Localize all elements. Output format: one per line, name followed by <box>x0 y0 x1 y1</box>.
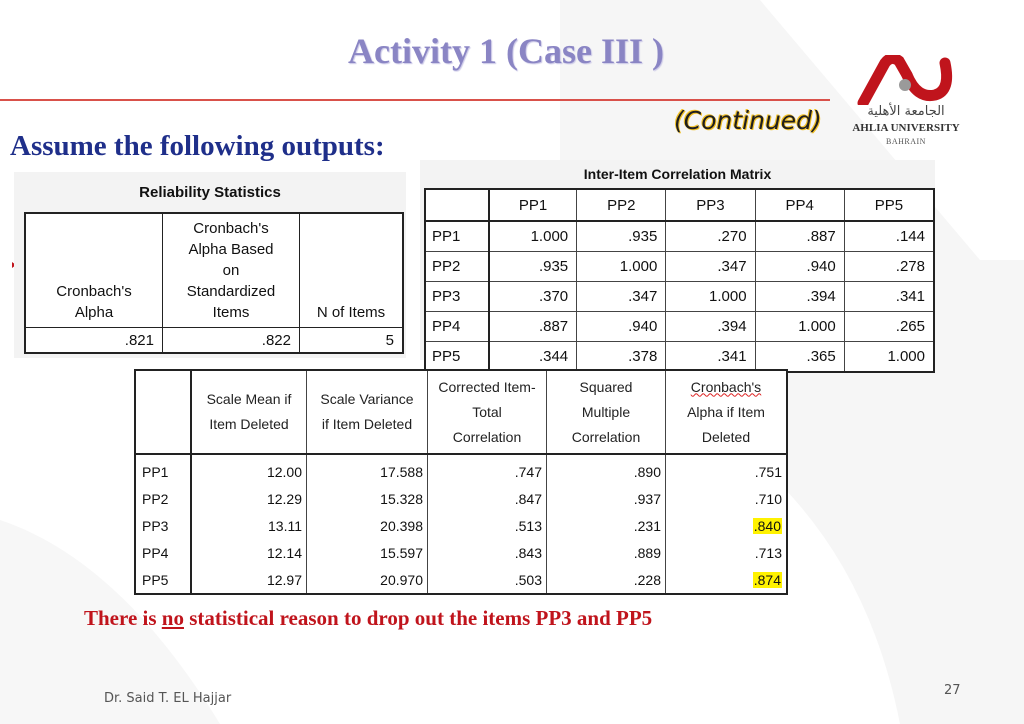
matrix-cell: 1.000 <box>577 252 666 282</box>
item-total-cell: 12.29 <box>191 485 307 512</box>
item-total-row <box>135 539 787 566</box>
header-line: Squared <box>579 378 633 395</box>
header-line: Correlation <box>571 428 641 445</box>
logo-arabic-name: الجامعة الأهلية <box>867 104 945 119</box>
item-total-cell: 12.97 <box>191 566 307 594</box>
matrix-column-header: PP4 <box>755 189 844 221</box>
item-total-column-header <box>307 370 428 454</box>
ahlia-logo-icon <box>845 55 967 105</box>
matrix-cell: .940 <box>755 252 844 282</box>
header-line: Scale Variance <box>320 391 414 407</box>
item-total-cell: 12.14 <box>191 539 307 566</box>
matrix-cell: 1.000 <box>489 221 577 252</box>
matrix-cell: .341 <box>666 342 755 373</box>
title-rule <box>0 99 830 101</box>
item-total-row <box>135 566 787 594</box>
slide-title: Activity 1 (Case III ) <box>348 31 664 71</box>
matrix-cell: .265 <box>844 312 934 342</box>
header-line: Cronbach's <box>56 283 132 300</box>
item-total-column-header <box>666 370 788 454</box>
header-line: on <box>222 262 240 279</box>
matrix-row <box>425 312 934 342</box>
matrix-cell: .144 <box>844 221 934 252</box>
header-line: Item Deleted <box>209 416 289 432</box>
item-total-cell <box>666 512 788 539</box>
matrix-row <box>425 282 934 312</box>
reliability-value-alpha: .821 <box>25 328 163 354</box>
item-total-cell: 12.00 <box>191 454 307 485</box>
matrix-row <box>425 342 934 373</box>
item-total-cell: .937 <box>547 485 666 512</box>
matrix-cell: .887 <box>489 312 577 342</box>
matrix-column-header: PP3 <box>666 189 755 221</box>
university-logo <box>845 55 975 150</box>
matrix-row-label: PP2 <box>425 252 489 282</box>
matrix-cell: .935 <box>489 252 577 282</box>
header-line: Correlation <box>452 428 522 445</box>
matrix-row-label: PP3 <box>425 282 489 312</box>
reliability-value-n: 5 <box>300 328 404 354</box>
matrix-cell: .887 <box>755 221 844 252</box>
item-total-row <box>135 454 787 485</box>
matrix-cell: .344 <box>489 342 577 373</box>
reliability-header-standardized <box>163 213 300 328</box>
matrix-cell: .378 <box>577 342 666 373</box>
reliability-header-n <box>300 213 404 328</box>
conclusion-after: statistical reason to drop out the items PP3 and PP5 <box>183 606 653 630</box>
item-total-cell: .513 <box>428 512 547 539</box>
corner-cell <box>425 189 489 221</box>
header-line: Corrected Item- <box>438 378 536 395</box>
item-total-cell: 15.328 <box>307 485 428 512</box>
item-total-row-label: PP5 <box>135 566 191 594</box>
highlighted-alpha-value: .840 <box>753 517 781 534</box>
header-line: Alpha <box>74 304 114 321</box>
item-total-cell: .847 <box>428 485 547 512</box>
logo-university-name: AHLIA UNIVERSITY <box>852 122 960 134</box>
highlighted-alpha-value: .874 <box>753 571 781 588</box>
item-total-cell: .889 <box>547 539 666 566</box>
matrix-row-label: PP4 <box>425 312 489 342</box>
logo-location: BAHRAIN <box>886 137 926 146</box>
item-total-cell: 20.970 <box>307 566 428 594</box>
header-line: Cronbach's <box>193 220 269 237</box>
matrix-cell: .278 <box>844 252 934 282</box>
matrix-cell: 1.000 <box>755 312 844 342</box>
header-line: Cronbach's <box>690 378 762 395</box>
reliability-statistics-panel <box>14 172 406 358</box>
conclusion-text <box>84 606 652 631</box>
matrix-cell: .347 <box>577 282 666 312</box>
item-total-cell: 13.11 <box>191 512 307 539</box>
matrix-cell: .347 <box>666 252 755 282</box>
header-line: Deleted <box>701 428 751 445</box>
item-total-cell: .890 <box>547 454 666 485</box>
header-line: N of Items <box>316 304 386 321</box>
reliability-header-alpha <box>25 213 163 328</box>
matrix-cell: .365 <box>755 342 844 373</box>
item-total-cell: 15.597 <box>307 539 428 566</box>
reliability-value-standardized: .822 <box>163 328 300 354</box>
matrix-row-label: PP5 <box>425 342 489 373</box>
matrix-row <box>425 252 934 282</box>
item-total-row <box>135 485 787 512</box>
item-total-cell: .228 <box>547 566 666 594</box>
matrix-cell: .394 <box>755 282 844 312</box>
matrix-column-header: PP1 <box>489 189 577 221</box>
intro-heading: Assume the following outputs: <box>10 130 385 162</box>
item-total-cell: .713 <box>666 539 788 566</box>
item-total-cell: .747 <box>428 454 547 485</box>
header-line: Alpha if Item <box>687 403 765 420</box>
reliability-table <box>24 212 404 354</box>
corner-cell <box>135 370 191 454</box>
matrix-cell: .940 <box>577 312 666 342</box>
item-total-cell: .710 <box>666 485 788 512</box>
matrix-row <box>425 221 934 252</box>
header-line: Total <box>472 403 502 420</box>
matrix-cell: .270 <box>666 221 755 252</box>
item-total-row-label: PP1 <box>135 454 191 485</box>
item-total-row-label: PP4 <box>135 539 191 566</box>
item-total-cell: .751 <box>666 454 788 485</box>
item-total-row <box>135 512 787 539</box>
inter-item-correlation-panel <box>420 160 935 365</box>
header-line: Multiple <box>581 403 631 420</box>
item-total-cell <box>666 566 788 594</box>
header-line: Scale Mean if <box>206 391 292 407</box>
item-total-cell: 20.398 <box>307 512 428 539</box>
item-total-cell: .503 <box>428 566 547 594</box>
item-total-column-header <box>428 370 547 454</box>
footer-author: Dr. Said T. EL Hajjar <box>104 691 232 706</box>
inter-item-correlation-table <box>424 188 935 373</box>
continued-label: (Continued) <box>674 106 822 135</box>
item-total-cell: .231 <box>547 512 666 539</box>
inter-item-title: Inter-Item Correlation Matrix <box>583 166 772 182</box>
item-total-row-label: PP2 <box>135 485 191 512</box>
header-line: Alpha Based <box>188 241 274 258</box>
matrix-cell: 1.000 <box>666 282 755 312</box>
matrix-cell: .935 <box>577 221 666 252</box>
item-total-column-header <box>191 370 307 454</box>
matrix-column-header: PP2 <box>577 189 666 221</box>
item-total-cell: .843 <box>428 539 547 566</box>
item-total-cell: 17.588 <box>307 454 428 485</box>
header-line: Standardized <box>186 283 276 300</box>
item-total-statistics-table <box>134 369 788 595</box>
conclusion-before: There is <box>84 606 162 630</box>
page-number: 27 <box>944 683 961 698</box>
header-line: if Item Deleted <box>321 416 413 432</box>
matrix-cell: .370 <box>489 282 577 312</box>
matrix-column-header: PP5 <box>844 189 934 221</box>
matrix-cell: .394 <box>666 312 755 342</box>
matrix-row-label: PP1 <box>425 221 489 252</box>
conclusion-emphasis: no <box>161 606 184 630</box>
header-line: Items <box>212 304 250 321</box>
matrix-cell: .341 <box>844 282 934 312</box>
item-total-row-label: PP3 <box>135 512 191 539</box>
matrix-cell: 1.000 <box>844 342 934 373</box>
reliability-title: Reliability Statistics <box>139 184 281 201</box>
item-total-column-header <box>547 370 666 454</box>
